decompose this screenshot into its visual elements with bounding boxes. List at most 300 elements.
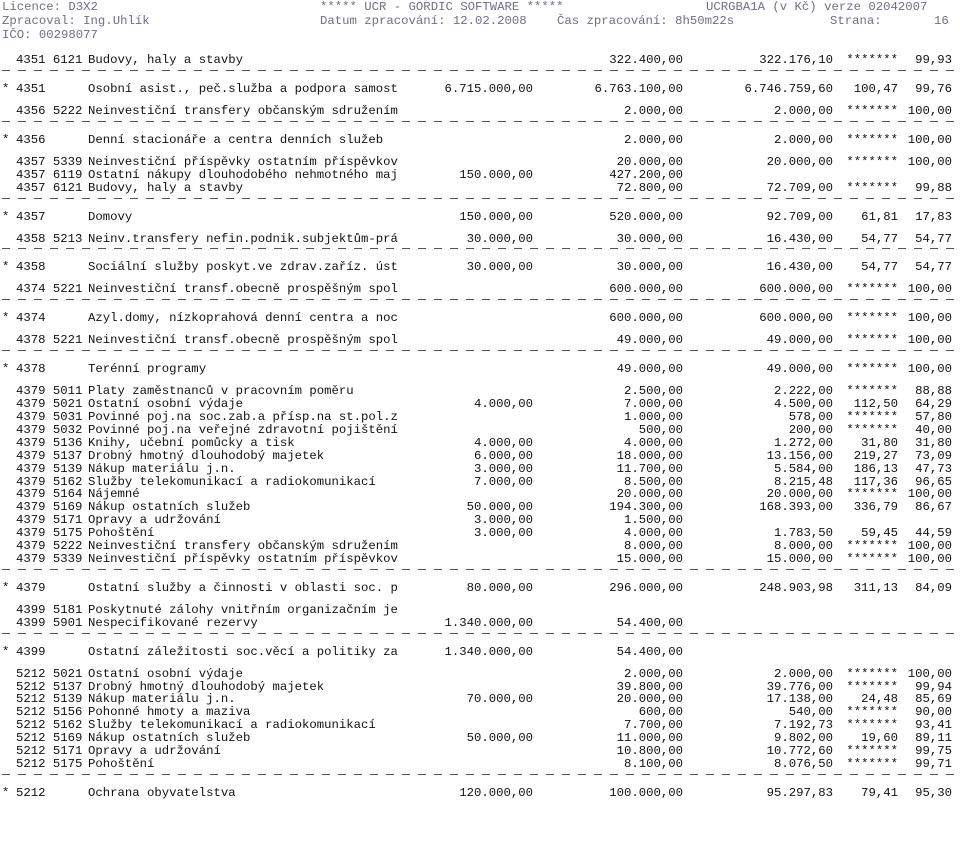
cell-v3: 20.000,00 bbox=[766, 154, 833, 169]
subtotal-row bbox=[0, 786, 960, 800]
table-row bbox=[0, 410, 960, 424]
cell-p2: 100,00 bbox=[907, 311, 952, 326]
dashed-separator bbox=[2, 350, 956, 351]
processing-date: Datum zpracování: 12.02.2008 bbox=[320, 14, 527, 28]
cell-p1: ******* bbox=[846, 362, 898, 377]
cell-v2: 11.000,00 bbox=[616, 731, 683, 746]
cell-code: 4351 6121 bbox=[16, 53, 83, 67]
cell-p1: 100,47 bbox=[853, 81, 898, 96]
cell-code: 4379 5164 bbox=[16, 487, 83, 502]
cell-v2: 427.200,00 bbox=[609, 167, 683, 182]
cell-v1: 30.000,00 bbox=[466, 231, 533, 246]
table-row bbox=[0, 705, 960, 719]
cell-code: 5212 5156 bbox=[16, 705, 83, 720]
cell-v3: 15.000,00 bbox=[766, 551, 833, 566]
table-row bbox=[0, 603, 960, 617]
cell-p2: 93,41 bbox=[915, 718, 952, 733]
cell-desc: Ochrana obyvatelstva bbox=[88, 785, 236, 800]
cell-p1: 311,13 bbox=[853, 580, 898, 595]
cell-code: 4379 5175 bbox=[16, 526, 83, 541]
cell-p2: 54,77 bbox=[915, 260, 952, 275]
cell-v2: 39.800,00 bbox=[616, 679, 683, 694]
cell-p2: 73,09 bbox=[915, 448, 952, 463]
cell-code: 5212 5171 bbox=[16, 744, 83, 758]
cell-desc: Osobní asist., peč.služba a podpora samost bbox=[88, 81, 398, 96]
subtotal-marker: * bbox=[2, 785, 10, 800]
cell-p2: 100,00 bbox=[907, 333, 952, 348]
cell-v2: 2.000,00 bbox=[623, 103, 683, 118]
cell-p2: 44,59 bbox=[915, 526, 952, 541]
cell-v3: 8.000,00 bbox=[773, 539, 833, 553]
cell-p2: 90,00 bbox=[915, 705, 952, 720]
cell-p1: 59,45 bbox=[861, 526, 898, 541]
cell-v3: 10.772,60 bbox=[766, 744, 833, 758]
dashed-separator bbox=[2, 70, 956, 71]
cell-desc: Nákup materiálu j.n. bbox=[88, 461, 236, 476]
cell-desc: Drobný hmotný dlouhodobý majetek bbox=[88, 448, 325, 463]
cell-desc: Opravy a udržování bbox=[88, 744, 221, 758]
cell-p1: ******* bbox=[846, 282, 898, 297]
cell-v3: 16.430,00 bbox=[766, 260, 833, 275]
cell-v2: 4.000,00 bbox=[623, 435, 683, 450]
cell-v2: 49.000,00 bbox=[616, 333, 683, 348]
software-title: ***** UCR - GORDIC SOFTWARE ***** bbox=[320, 0, 564, 14]
cell-code: 4357 5339 bbox=[16, 154, 83, 169]
cell-p2: 100,00 bbox=[907, 487, 952, 502]
subtotal-marker: * bbox=[2, 644, 10, 659]
cell-p1: ******* bbox=[846, 154, 898, 169]
cell-v2: 8.500,00 bbox=[623, 474, 683, 489]
cell-v3: 322.176,10 bbox=[759, 53, 833, 67]
cell-v3: 39.776,00 bbox=[766, 679, 833, 694]
cell-v3: 200,00 bbox=[788, 422, 833, 437]
cell-v3: 578,00 bbox=[788, 410, 833, 424]
cell-v2: 6.763.100,00 bbox=[594, 81, 683, 96]
cell-p1: ******* bbox=[846, 487, 898, 502]
cell-v3: 7.192,73 bbox=[773, 718, 833, 733]
cell-code: 4379 5171 bbox=[16, 513, 83, 528]
cell-v1: 30.000,00 bbox=[466, 260, 533, 275]
cell-p1: ******* bbox=[846, 103, 898, 118]
cell-p2: 100,00 bbox=[907, 362, 952, 377]
cell-p1: 219,27 bbox=[853, 448, 898, 463]
cell-v3: 6.746.759,60 bbox=[744, 81, 833, 96]
cell-desc: Povinné poj.na veřejné zdravotní pojištění bbox=[88, 422, 398, 437]
cell-v1: 3.000,00 bbox=[473, 513, 533, 528]
dashed-separator bbox=[2, 299, 956, 300]
cell-p1: 61,81 bbox=[861, 209, 898, 224]
cell-v2: 8.000,00 bbox=[623, 539, 683, 553]
dashed-separator bbox=[2, 774, 956, 775]
dashed-separator bbox=[2, 569, 956, 570]
cell-p1: ******* bbox=[846, 539, 898, 553]
cell-desc: Budovy, haly a stavby bbox=[88, 180, 243, 195]
table-row bbox=[0, 552, 960, 566]
cell-code: 4378 bbox=[16, 362, 46, 377]
cell-code: 4379 5021 bbox=[16, 397, 83, 412]
table-row bbox=[0, 282, 960, 296]
subtotal-marker: * bbox=[2, 362, 10, 377]
cell-p1: ******* bbox=[846, 422, 898, 437]
cell-v3: 2.000,00 bbox=[773, 103, 833, 118]
cell-v1: 150.000,00 bbox=[459, 167, 533, 182]
cell-v2: 7.000,00 bbox=[623, 397, 683, 412]
cell-p2: 31,80 bbox=[915, 435, 952, 450]
cell-p1: ******* bbox=[846, 53, 898, 67]
cell-desc: Povinné poj.na soc.zab.a přísp.na st.pol.z bbox=[88, 410, 398, 424]
cell-v2: 20.000,00 bbox=[616, 487, 683, 502]
cell-code: 4356 bbox=[16, 132, 46, 147]
cell-p1: ******* bbox=[846, 132, 898, 147]
cell-p1: 336,79 bbox=[853, 500, 898, 515]
cell-code: 4379 5162 bbox=[16, 474, 83, 489]
cell-v1: 1.340.000,00 bbox=[444, 644, 533, 659]
cell-desc: Drobný hmotný dlouhodobý majetek bbox=[88, 679, 325, 694]
cell-desc: Nákup materiálu j.n. bbox=[88, 692, 236, 707]
table-row bbox=[0, 423, 960, 437]
cell-v1: 70.000,00 bbox=[466, 692, 533, 707]
cell-desc: Sociální služby poskyt.ve zdrav.zaříz. úst bbox=[88, 260, 398, 275]
cell-v2: 7.700,00 bbox=[623, 718, 683, 733]
cell-p1: 186,13 bbox=[853, 461, 898, 476]
cell-p2: 86,67 bbox=[915, 500, 952, 515]
cell-v1: 50.000,00 bbox=[466, 731, 533, 746]
cell-v2: 11.700,00 bbox=[616, 461, 683, 476]
cell-desc: Neinvestiční transf.obecně prospěšným spol bbox=[88, 333, 398, 348]
cell-v3: 540,00 bbox=[788, 705, 833, 720]
cell-v2: 600,00 bbox=[638, 705, 683, 720]
cell-v3: 248.903,98 bbox=[759, 580, 833, 595]
cell-code: 5212 5139 bbox=[16, 692, 83, 707]
cell-v2: 10.800,00 bbox=[616, 744, 683, 758]
cell-v1: 4.000,00 bbox=[473, 397, 533, 412]
cell-v1: 150.000,00 bbox=[459, 209, 533, 224]
cell-desc: Služby telekomunikací a radiokomunikací bbox=[88, 474, 376, 489]
cell-v3: 1.783,50 bbox=[773, 526, 833, 541]
cell-desc: Ostatní osobní výdaje bbox=[88, 397, 243, 412]
table-row bbox=[0, 168, 960, 182]
cell-p2: 99,76 bbox=[915, 81, 952, 96]
cell-v2: 54.400,00 bbox=[616, 644, 683, 659]
subtotal-row bbox=[0, 260, 960, 274]
subtotal-marker: * bbox=[2, 209, 10, 224]
cell-desc: Neinvestiční transfery občanským sdružením bbox=[88, 539, 398, 553]
cell-p1: ******* bbox=[846, 744, 898, 758]
cell-p1: 112,50 bbox=[853, 397, 898, 412]
cell-code: 4358 5213 bbox=[16, 231, 83, 246]
cell-desc: Neinvestiční příspěvky ostatním příspěvkov bbox=[88, 154, 398, 169]
cell-v2: 30.000,00 bbox=[616, 260, 683, 275]
cell-code: 4379 5137 bbox=[16, 448, 83, 463]
cell-desc: Knihy, učební pomůcky a tisk bbox=[88, 435, 295, 450]
table-row bbox=[0, 667, 960, 681]
cell-desc: Neinv.transfery nefin.podnik.subjektům-prá bbox=[88, 231, 398, 246]
cell-code: 4399 5181 bbox=[16, 602, 83, 617]
table-row bbox=[0, 333, 960, 347]
cell-desc: Denní stacionáře a centra denních služeb bbox=[88, 132, 384, 147]
cell-desc: Ostatní osobní výdaje bbox=[88, 666, 243, 681]
cell-v1: 3.000,00 bbox=[473, 461, 533, 476]
cell-desc: Služby telekomunikací a radiokomunikací bbox=[88, 718, 376, 733]
cell-v2: 30.000,00 bbox=[616, 231, 683, 246]
cell-desc: Neinvestiční příspěvky ostatním příspěvkov bbox=[88, 551, 398, 566]
cell-v2: 500,00 bbox=[638, 422, 683, 437]
table-row bbox=[0, 616, 960, 630]
cell-desc: Budovy, haly a stavby bbox=[88, 53, 243, 67]
cell-p2: 89,11 bbox=[915, 731, 952, 746]
cell-code: 4357 bbox=[16, 209, 46, 224]
cell-code: 4379 bbox=[16, 580, 46, 595]
cell-v1: 120.000,00 bbox=[459, 785, 533, 800]
subtotal-marker: * bbox=[2, 580, 10, 595]
subtotal-row bbox=[0, 311, 960, 325]
cell-v3: 600.000,00 bbox=[759, 282, 833, 297]
cell-p2: 47,73 bbox=[915, 461, 952, 476]
table-row bbox=[0, 513, 960, 527]
cell-v1: 4.000,00 bbox=[473, 435, 533, 450]
cell-p2: 100,00 bbox=[907, 154, 952, 169]
cell-code: 4379 5339 bbox=[16, 551, 83, 566]
cell-p2: 100,00 bbox=[907, 103, 952, 118]
cell-v3: 1.272,00 bbox=[773, 435, 833, 450]
cell-v2: 72.800,00 bbox=[616, 180, 683, 195]
cell-code: 4351 bbox=[16, 81, 46, 96]
cell-p2: 99,88 bbox=[915, 180, 952, 195]
cell-v2: 20.000,00 bbox=[616, 154, 683, 169]
cell-desc: Pohonné hmoty a maziva bbox=[88, 705, 251, 720]
table-row bbox=[0, 500, 960, 514]
cell-desc: Nákup ostatních služeb bbox=[88, 500, 251, 515]
table-row bbox=[0, 53, 960, 67]
subtotal-marker: * bbox=[2, 260, 10, 275]
cell-desc: Poskytnuté zálohy vnitřním organizačním je bbox=[88, 602, 398, 617]
subtotal-row bbox=[0, 210, 960, 224]
cell-p2: 99,71 bbox=[915, 756, 952, 771]
subtotal-row bbox=[0, 82, 960, 96]
cell-v2: 322.400,00 bbox=[609, 53, 683, 67]
table-row bbox=[0, 731, 960, 745]
cell-p1: 24,48 bbox=[861, 692, 898, 707]
dashed-separator bbox=[2, 633, 956, 634]
cell-v1: 80.000,00 bbox=[466, 580, 533, 595]
cell-v3: 2.000,00 bbox=[773, 132, 833, 147]
cell-desc: Azyl.domy, nízkoprahová denní centra a noc bbox=[88, 311, 398, 326]
table-row bbox=[0, 539, 960, 553]
cell-v3: 17.138,00 bbox=[766, 692, 833, 707]
cell-code: 5212 bbox=[16, 785, 46, 800]
cell-v3: 9.802,00 bbox=[773, 731, 833, 746]
cell-p1: ******* bbox=[846, 410, 898, 424]
table-row bbox=[0, 232, 960, 246]
processor-label: Zpracoval: Ing.Uhlík bbox=[2, 14, 150, 28]
cell-p2: 17,83 bbox=[915, 209, 952, 224]
cell-p1: 31,80 bbox=[861, 435, 898, 450]
cell-v3: 13.156,00 bbox=[766, 448, 833, 463]
subtotal-row bbox=[0, 362, 960, 376]
cell-v3: 5.584,00 bbox=[773, 461, 833, 476]
cell-v3: 20.000,00 bbox=[766, 487, 833, 502]
cell-code: 5212 5137 bbox=[16, 679, 83, 694]
cell-p2: 54,77 bbox=[915, 231, 952, 246]
table-row bbox=[0, 104, 960, 118]
cell-desc: Ostatní služby a činnosti v oblasti soc. p bbox=[88, 580, 398, 595]
cell-v3: 16.430,00 bbox=[766, 231, 833, 246]
table-row bbox=[0, 384, 960, 398]
cell-v1: 50.000,00 bbox=[466, 500, 533, 515]
table-row bbox=[0, 462, 960, 476]
cell-p2: 100,00 bbox=[907, 132, 952, 147]
subtotal-row bbox=[0, 581, 960, 595]
page-number: 16 bbox=[934, 14, 949, 28]
subtotal-marker: * bbox=[2, 132, 10, 147]
cell-code: 5212 5021 bbox=[16, 666, 83, 681]
cell-v1: 6.715.000,00 bbox=[444, 81, 533, 96]
cell-p1: ******* bbox=[846, 551, 898, 566]
subtotal-row bbox=[0, 645, 960, 659]
page-label: Strana: bbox=[830, 14, 882, 28]
cell-p1: ******* bbox=[846, 180, 898, 195]
cell-v2: 194.300,00 bbox=[609, 500, 683, 515]
cell-code: 4356 5222 bbox=[16, 103, 83, 118]
cell-code: 4379 5011 bbox=[16, 384, 83, 399]
cell-v2: 18.000,00 bbox=[616, 448, 683, 463]
cell-code: 5212 5169 bbox=[16, 731, 83, 746]
cell-desc: Nájemné bbox=[88, 487, 140, 502]
cell-desc: Domovy bbox=[88, 209, 133, 224]
table-row bbox=[0, 744, 960, 758]
cell-desc: Platy zaměstnanců v pracovním poměru bbox=[88, 384, 354, 399]
cell-v1: 6.000,00 bbox=[473, 448, 533, 463]
cell-p1: 117,36 bbox=[853, 474, 898, 489]
table-row bbox=[0, 397, 960, 411]
cell-code: 4378 5221 bbox=[16, 333, 83, 348]
cell-p1: 54,77 bbox=[861, 231, 898, 246]
cell-p2: 100,00 bbox=[907, 539, 952, 553]
cell-desc: Pohoštění bbox=[88, 526, 155, 541]
cell-p2: 99,75 bbox=[915, 744, 952, 758]
dashed-separator bbox=[2, 198, 956, 199]
table-row bbox=[0, 181, 960, 195]
cell-v2: 15.000,00 bbox=[616, 551, 683, 566]
cell-code: 4399 5901 bbox=[16, 615, 83, 630]
cell-code: 4379 5139 bbox=[16, 461, 83, 476]
cell-v3: 168.393,00 bbox=[759, 500, 833, 515]
cell-code: 4357 6119 bbox=[16, 167, 83, 182]
cell-v3: 4.500,00 bbox=[773, 397, 833, 412]
cell-p2: 100,00 bbox=[907, 551, 952, 566]
cell-p2: 99,93 bbox=[915, 53, 952, 67]
cell-code: 4379 5169 bbox=[16, 500, 83, 515]
cell-code: 4357 6121 bbox=[16, 180, 83, 195]
cell-desc: Nákup ostatních služeb bbox=[88, 731, 251, 746]
cell-v2: 2.000,00 bbox=[623, 666, 683, 681]
cell-v3: 600.000,00 bbox=[759, 311, 833, 326]
cell-p2: 85,69 bbox=[915, 692, 952, 707]
cell-desc: Pohoštění bbox=[88, 756, 155, 771]
cell-v2: 520.000,00 bbox=[609, 209, 683, 224]
processing-time: Čas zpracování: 8h50m22s bbox=[557, 14, 735, 28]
cell-code: 4358 bbox=[16, 260, 46, 275]
dashed-separator bbox=[2, 248, 956, 249]
cell-v2: 8.100,00 bbox=[623, 756, 683, 771]
cell-code: 5212 5175 bbox=[16, 756, 83, 771]
cell-code: 4399 bbox=[16, 644, 46, 659]
cell-p2: 84,09 bbox=[915, 580, 952, 595]
cell-p1: ******* bbox=[846, 666, 898, 681]
cell-code: 4379 5222 bbox=[16, 539, 83, 553]
cell-v3: 2.222,00 bbox=[773, 384, 833, 399]
cell-desc: Terénní programy bbox=[88, 362, 207, 377]
table-row bbox=[0, 526, 960, 540]
cell-v2: 2.500,00 bbox=[623, 384, 683, 399]
cell-v3: 95.297,83 bbox=[766, 785, 833, 800]
cell-p1: ******* bbox=[846, 718, 898, 733]
cell-p1: 79,41 bbox=[861, 785, 898, 800]
subtotal-marker: * bbox=[2, 311, 10, 326]
table-row bbox=[0, 692, 960, 706]
cell-desc: Opravy a udržování bbox=[88, 513, 221, 528]
cell-desc: Neinvestiční transfery občanským sdružením bbox=[88, 103, 398, 118]
cell-v2: 600.000,00 bbox=[609, 311, 683, 326]
cell-p1: ******* bbox=[846, 311, 898, 326]
table-row bbox=[0, 436, 960, 450]
cell-v2: 54.400,00 bbox=[616, 615, 683, 630]
table-row bbox=[0, 155, 960, 169]
cell-v3: 72.709,00 bbox=[766, 180, 833, 195]
table-row bbox=[0, 680, 960, 694]
cell-p2: 96,65 bbox=[915, 474, 952, 489]
cell-v3: 8.076,50 bbox=[773, 756, 833, 771]
cell-v2: 296.000,00 bbox=[609, 580, 683, 595]
cell-code: 5212 5162 bbox=[16, 718, 83, 733]
cell-v3: 49.000,00 bbox=[766, 333, 833, 348]
cell-p2: 100,00 bbox=[907, 282, 952, 297]
cell-code: 4379 5136 bbox=[16, 435, 83, 450]
table-row bbox=[0, 449, 960, 463]
cell-code: 4379 5032 bbox=[16, 422, 83, 437]
cell-desc: Nespecifikované rezervy bbox=[88, 615, 258, 630]
table-row bbox=[0, 718, 960, 732]
cell-v3: 2.000,00 bbox=[773, 666, 833, 681]
cell-v2: 100.000,00 bbox=[609, 785, 683, 800]
cell-p2: 99,94 bbox=[915, 679, 952, 694]
cell-v2: 600.000,00 bbox=[609, 282, 683, 297]
cell-p1: ******* bbox=[846, 384, 898, 399]
cell-p1: ******* bbox=[846, 756, 898, 771]
cell-p2: 95,30 bbox=[915, 785, 952, 800]
cell-v1: 7.000,00 bbox=[473, 474, 533, 489]
cell-v2: 1.500,00 bbox=[623, 513, 683, 528]
subtotal-marker: * bbox=[2, 81, 10, 96]
cell-v1: 3.000,00 bbox=[473, 526, 533, 541]
cell-p1: 19,60 bbox=[861, 731, 898, 746]
cell-desc: Ostatní záležitosti soc.věcí a politiky za bbox=[88, 644, 398, 659]
cell-p2: 64,29 bbox=[915, 397, 952, 412]
cell-v2: 4.000,00 bbox=[623, 526, 683, 541]
table-row bbox=[0, 487, 960, 501]
cell-v2: 20.000,00 bbox=[616, 692, 683, 707]
cell-v3: 49.000,00 bbox=[766, 362, 833, 377]
cell-v3: 8.215,48 bbox=[773, 474, 833, 489]
ico-label: IČO: 00298077 bbox=[2, 28, 98, 42]
cell-code: 4374 bbox=[16, 311, 46, 326]
cell-v2: 1.000,00 bbox=[623, 410, 683, 424]
subtotal-row bbox=[0, 133, 960, 147]
cell-p2: 57,80 bbox=[915, 410, 952, 424]
cell-p1: ******* bbox=[846, 705, 898, 720]
cell-v1: 1.340.000,00 bbox=[444, 615, 533, 630]
cell-p1: ******* bbox=[846, 679, 898, 694]
